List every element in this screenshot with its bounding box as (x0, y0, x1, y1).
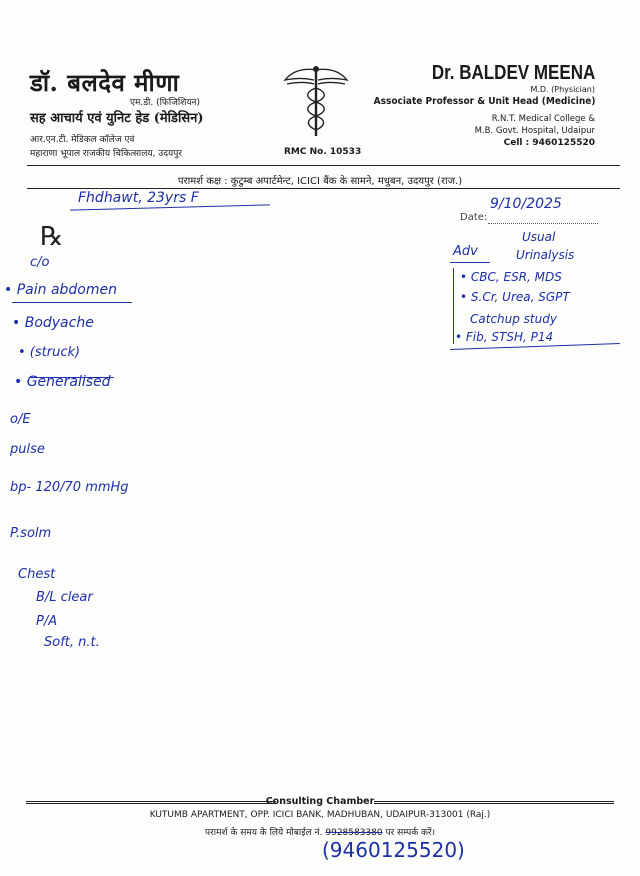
degree-english: M.D. (Physician) (530, 85, 595, 94)
doctor-name-english: Dr. BALDEV MEENA (431, 62, 595, 84)
note-cbc: • CBC, ESR, MDS (460, 270, 562, 284)
caduceus-icon (283, 64, 349, 138)
rx-symbol: ℞ (40, 222, 64, 252)
chamber-address: परामर्श कक्ष : कुटुम्ब अपार्टमेन्ट, ICICI बैंक के सामने, मधुबन, उदयपुर (राज.) (177, 176, 463, 187)
date-line (488, 212, 598, 224)
college-english-line1: R.N.T. Medical College & (491, 114, 595, 124)
note-bracket-base (450, 343, 620, 350)
note-oe: o/E (10, 412, 31, 427)
note-bp: bp- 120/70 mmHg (10, 480, 129, 495)
note-scr: • S.Cr, Urea, SGPT (460, 290, 570, 304)
note-bodyache: • Bodyache (12, 315, 94, 331)
role-hindi: सह आचार्य एवं युनिट हेड (मेडिसिन) (30, 111, 204, 126)
note-pain-abdomen: • Pain abdomen (4, 282, 117, 298)
note-usual: Usual (522, 230, 556, 244)
note-bracket (453, 268, 454, 344)
header-divider-top (27, 165, 620, 166)
note-underline (12, 302, 132, 303)
footer-handwritten-number: (9460125520) (322, 838, 465, 862)
rmc-number: RMC No. 10533 (284, 147, 362, 157)
doctor-name-hindi: डॉ. बलदेव मीणा (30, 68, 180, 97)
degree-hindi: एम.डी. (फिजिशियन) (130, 98, 201, 108)
footer-hindi-note (0, 825, 640, 838)
note-pulse: pulse (10, 442, 45, 457)
note-soft: Soft, n.t. (44, 635, 100, 650)
header-divider-bottom (27, 188, 620, 189)
role-english: Associate Professor & Unit Head (Medicine) (373, 96, 595, 107)
note-fib: • Fib, STSH, P14 (455, 330, 554, 344)
footer-struck-number: 9928583380 (325, 828, 383, 838)
footer-address: KUTUMB APARTMENT, OPP. ICICI BANK, MADHUBAN, UDAIPUR-313001 (Raj.) (149, 810, 491, 820)
note-overline (30, 377, 114, 378)
adv-underline (450, 262, 490, 263)
date-label: Date: (460, 212, 488, 223)
patient-info: Fhdhawt, 23yrs F (78, 190, 199, 206)
note-c-o: c/o (30, 255, 50, 270)
note-pa: P/A (36, 614, 58, 629)
note-catchup: Catchup study (470, 312, 557, 326)
footer-hindi-start: परामर्श के समय के लिये मोबाईल नं. (204, 828, 323, 838)
college-hindi-line2: महाराणा भूपाल राजकीय चिकित्सालय, उदयपुर (30, 149, 182, 159)
footer-hindi-end: पर सम्पर्क करें। (385, 828, 436, 838)
note-chest: Chest (18, 567, 56, 582)
date-value: 9/10/2025 (490, 196, 562, 212)
note-struck: • (struck) (18, 345, 81, 360)
note-psolm: P.solm (10, 526, 52, 541)
cell-number: Cell : 9460125520 (503, 138, 595, 148)
footer-title: Consulting Chamber (265, 796, 375, 807)
college-hindi-line1: आर.एन.टी. मेडिकल कॉलेज एवं (30, 135, 135, 145)
college-english-line2: M.B. Govt. Hospital, Udaipur (474, 126, 595, 136)
footer-rule-right (374, 801, 614, 804)
note-generalised: • Generalised (14, 374, 111, 390)
note-adv: Adv (453, 244, 478, 259)
note-urinalysis: Urinalysis (516, 248, 575, 262)
note-bl-clear: B/L clear (36, 590, 93, 605)
